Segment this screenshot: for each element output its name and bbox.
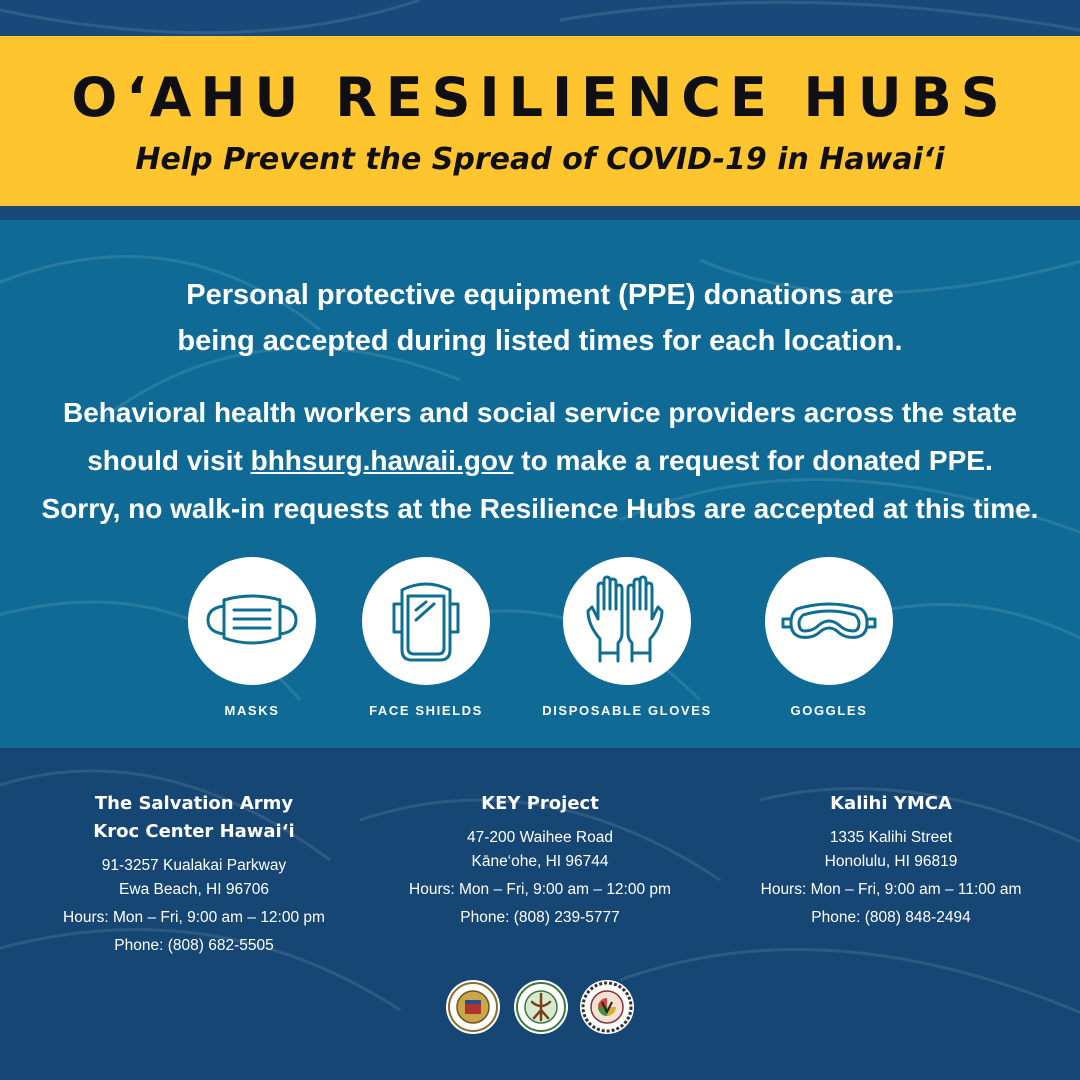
location-phone: Phone: (808) 682-5505 xyxy=(114,937,274,954)
info-line-3: Sorry, no walk-in requests at the Resilience Hubs are accepted at this time. xyxy=(41,493,1039,524)
address-line-1: 91-3257 Kualakai Parkway xyxy=(101,857,287,874)
face-shield-icon xyxy=(386,576,466,666)
location-hours: Hours: Mon – Fri, 9:00 am – 11:00 am xyxy=(760,881,1022,898)
partner-seals xyxy=(0,980,1080,1040)
ppe-label-masks: MASKS xyxy=(224,703,280,718)
info-line-2 xyxy=(20,437,1060,485)
gloves-circle xyxy=(563,557,691,685)
location-phone: Phone: (808) 848-2494 xyxy=(811,909,971,926)
address-line-1: 1335 Kalihi Street xyxy=(829,829,953,846)
donation-intro xyxy=(40,272,1040,364)
location-name-line-1: KEY Project xyxy=(481,793,599,814)
info-line-1: Behavioral health workers and social service providers across the state xyxy=(63,397,1017,428)
ppe-item-face-shields xyxy=(326,557,526,721)
ppe-item-disposable-gloves xyxy=(527,557,727,721)
goggles-icon xyxy=(779,591,879,651)
location-name xyxy=(721,790,1061,818)
location-address xyxy=(24,854,364,902)
location-name xyxy=(24,790,364,846)
location-salvation-army xyxy=(24,790,364,958)
info-line-2-prefix: should visit xyxy=(87,445,251,476)
location-key-project xyxy=(370,790,710,930)
info-line-2-suffix: to make a request for donated PPE. xyxy=(513,445,993,476)
ppe-label-face-shields: FACE SHIELDS xyxy=(369,703,483,718)
title-banner xyxy=(0,36,1080,206)
gloves-icon xyxy=(582,573,672,669)
face-shields-circle xyxy=(362,557,490,685)
intro-line-1: Personal protective equipment (PPE) donations are xyxy=(186,279,894,311)
location-address xyxy=(721,826,1061,874)
location-hours: Hours: Mon – Fri, 9:00 am – 12:00 pm xyxy=(63,909,325,926)
ppe-label-disposable-gloves: DISPOSABLE GLOVES xyxy=(542,703,712,718)
intro-line-2: being accepted during listed times for each location. xyxy=(177,325,903,357)
request-info xyxy=(20,389,1060,533)
department-of-health-seal-icon xyxy=(514,980,568,1034)
location-name-line-1: The Salvation Army xyxy=(94,793,294,814)
address-line-2: Kāne‘ohe, HI 96744 xyxy=(471,853,609,870)
location-name-line-2: Kroc Center Hawai‘i xyxy=(93,821,295,842)
address-line-1: 47-200 Waihee Road xyxy=(467,829,613,846)
ppe-label-goggles: GOGGLES xyxy=(790,703,868,718)
page-title: O‘AHU RESILIENCE HUBS xyxy=(71,66,1009,129)
state-of-hawaii-seal-icon xyxy=(446,980,500,1034)
location-phone: Phone: (808) 239-5777 xyxy=(460,909,620,926)
wellness-logo-icon xyxy=(580,980,634,1034)
location-kalihi-ymca xyxy=(721,790,1061,930)
location-name xyxy=(370,790,710,818)
mask-icon xyxy=(202,586,302,656)
page-subtitle: Help Prevent the Spread of COVID-19 in Hawai‘i xyxy=(135,142,945,177)
address-line-2: Ewa Beach, HI 96706 xyxy=(119,881,269,898)
ppe-item-masks xyxy=(152,557,352,721)
masks-circle xyxy=(188,557,316,685)
goggles-circle xyxy=(765,557,893,685)
location-address xyxy=(370,826,710,874)
bhhsurg-link[interactable]: bhhsurg.hawaii.gov xyxy=(250,445,514,476)
location-hours: Hours: Mon – Fri, 9:00 am – 12:00 pm xyxy=(409,881,671,898)
address-line-2: Honolulu, HI 96819 xyxy=(824,853,958,870)
ppe-item-goggles xyxy=(729,557,929,721)
location-name-line-1: Kalihi YMCA xyxy=(830,793,952,814)
